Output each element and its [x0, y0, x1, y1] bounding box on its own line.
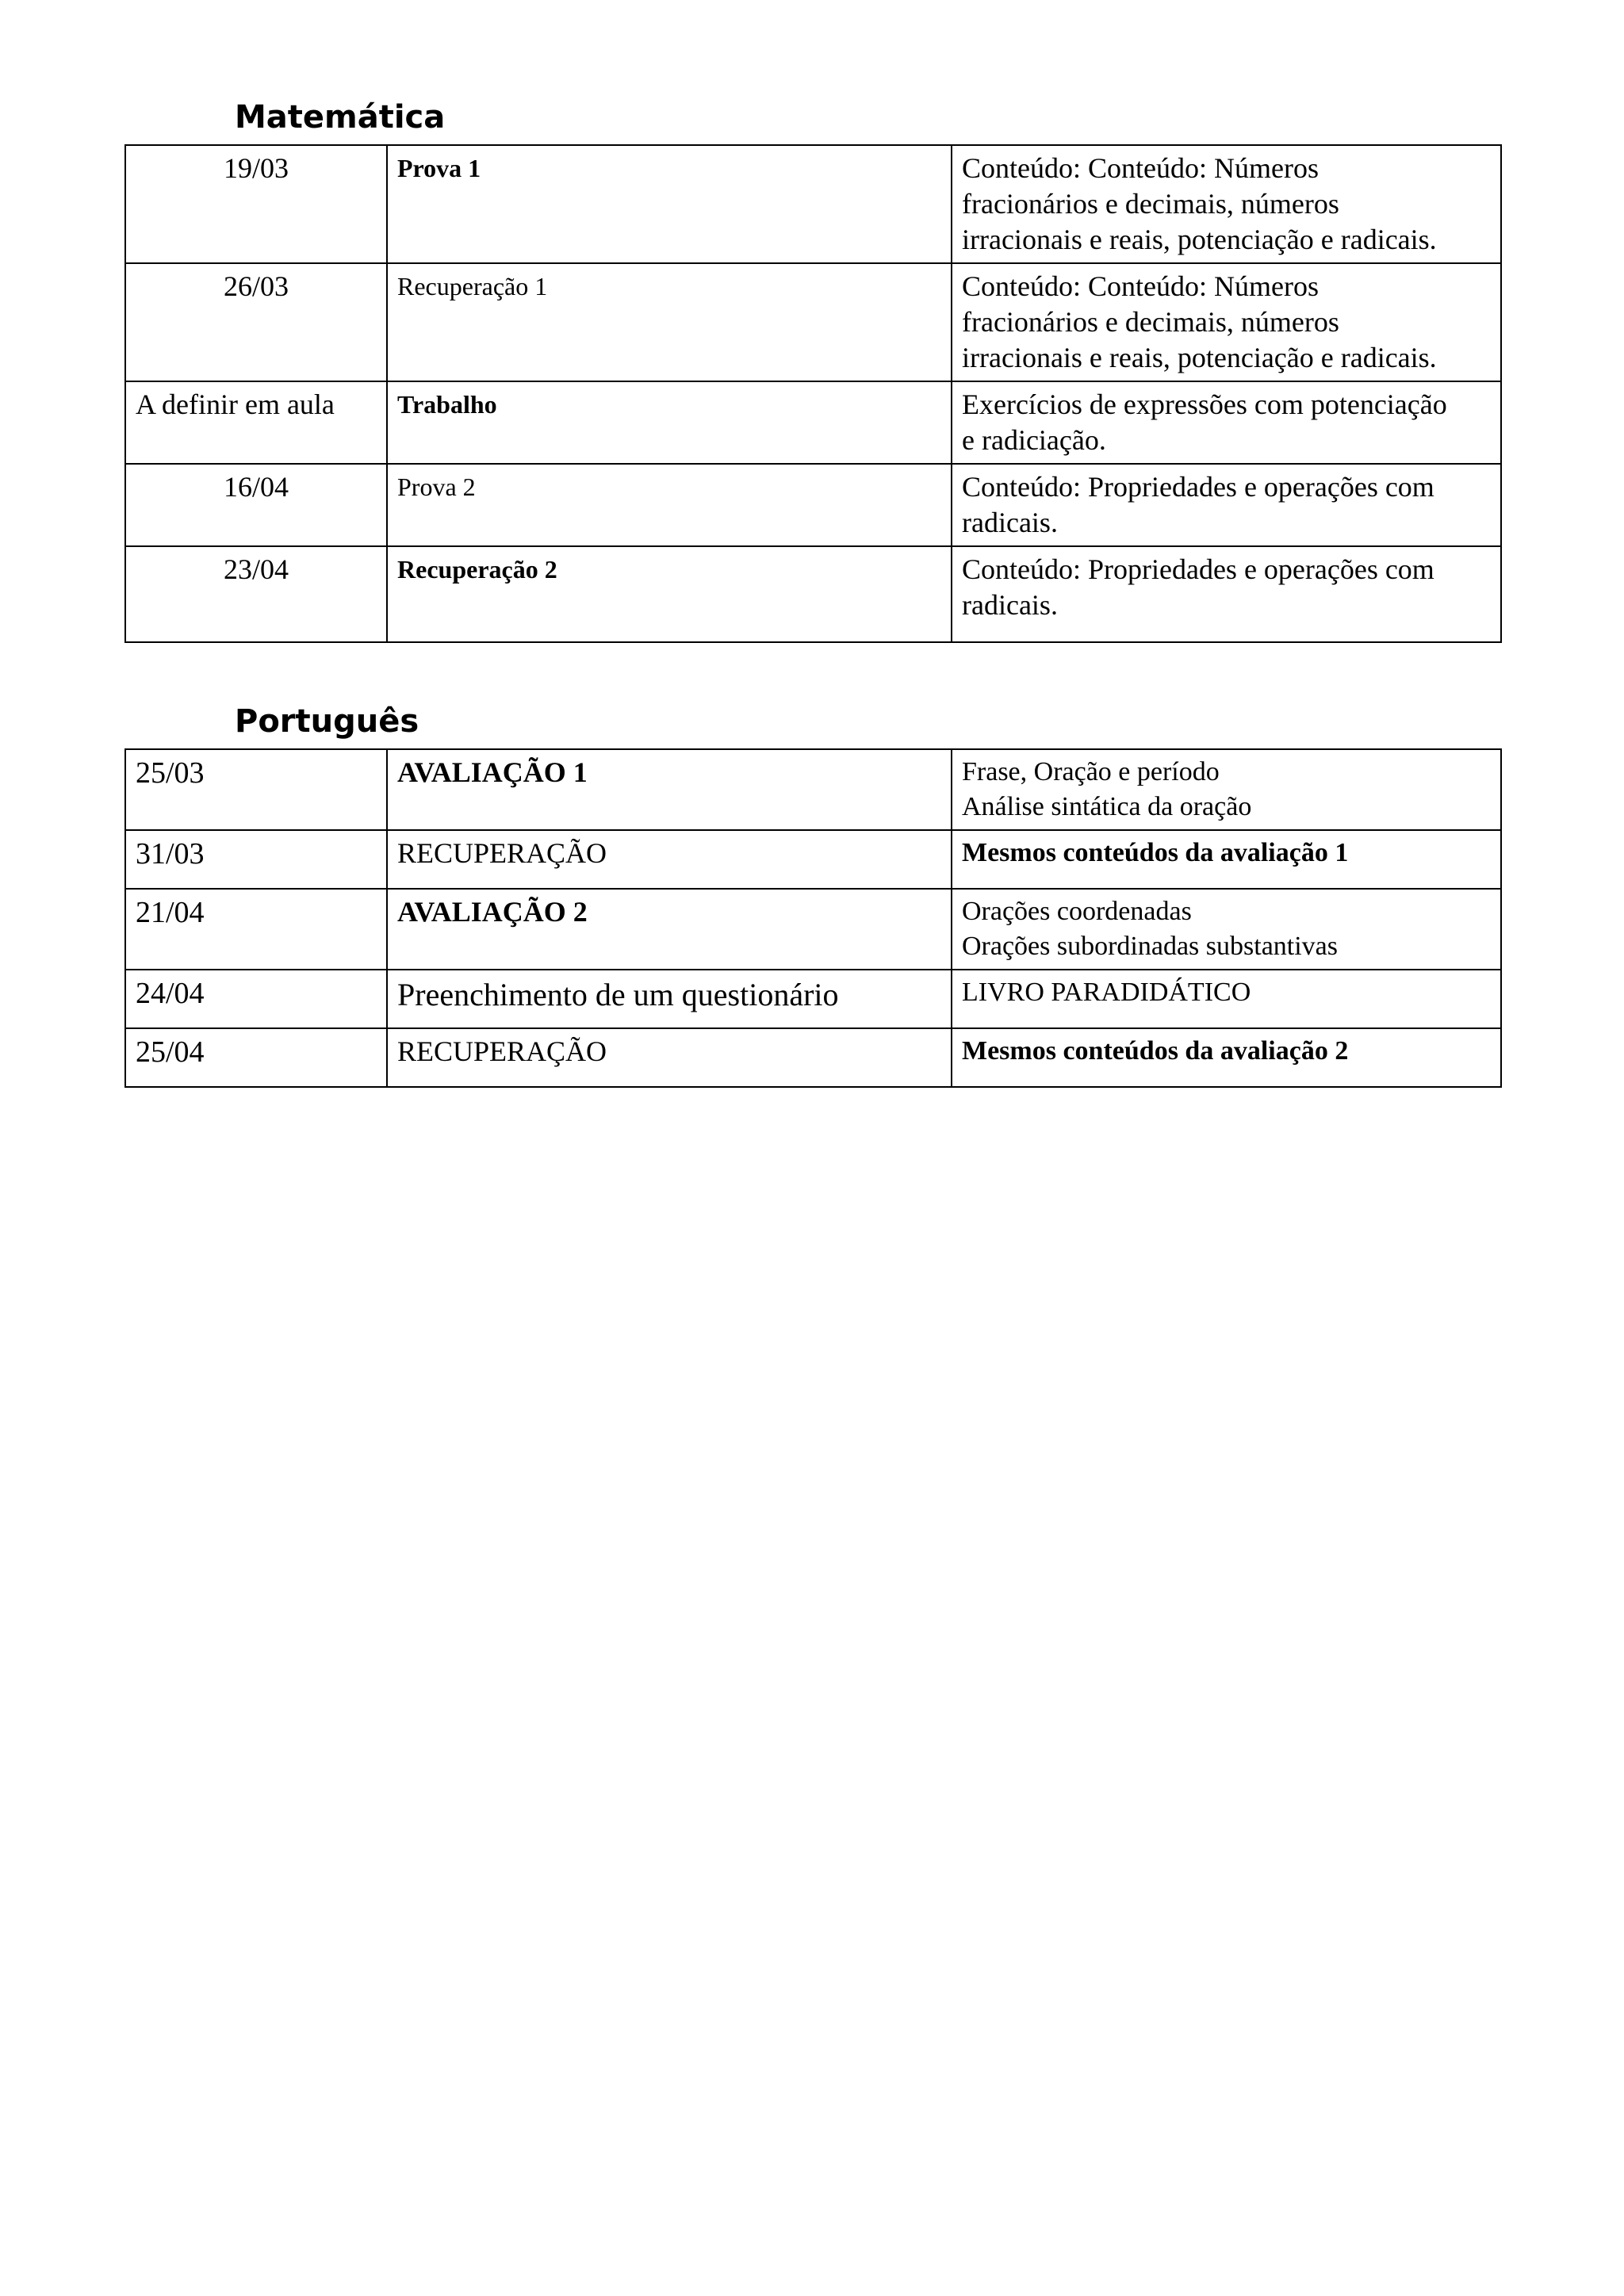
section-title-portugues: Português [235, 703, 419, 740]
content-line: irracionais e reais, potenciação e radicais. [962, 224, 1437, 255]
content-line: Frase, Oração e período [962, 757, 1220, 786]
content-cell [952, 749, 1501, 830]
table-row [125, 464, 1501, 546]
table-row [125, 145, 1501, 263]
content-line: Conteúdo: Conteúdo: Números [962, 152, 1319, 184]
date-cell: A definir em aula [125, 381, 387, 464]
table-row [125, 889, 1501, 970]
content-line: LIVRO PARADIDÁTICO [962, 978, 1251, 1007]
table-row [125, 749, 1501, 830]
date-cell: 19/03 [125, 145, 387, 263]
content-line: Exercícios de expressões com potenciação [962, 388, 1447, 420]
content-line: fracionários e decimais, números [962, 306, 1339, 338]
content-line: Orações subordinadas substantivas [962, 932, 1339, 961]
content-line: Mesmos conteúdos da avaliação 1 [962, 838, 1349, 867]
content-line: fracionários e decimais, números [962, 188, 1339, 220]
table-row [125, 830, 1501, 889]
content-cell [952, 889, 1501, 970]
content-line: radicais. [962, 507, 1058, 538]
content-line: Conteúdo: Propriedades e operações com [962, 471, 1434, 503]
activity-cell: Preenchimento de um questionário [387, 970, 952, 1028]
content-cell [952, 830, 1501, 889]
activity-cell: Trabalho [387, 381, 952, 464]
content-cell [952, 263, 1501, 381]
content-line: Conteúdo: Propriedades e operações com [962, 553, 1434, 585]
activity-cell: Recuperação 2 [387, 546, 952, 642]
content-cell [952, 1028, 1501, 1087]
activity-cell: AVALIAÇÃO 2 [387, 889, 952, 970]
date-cell: 24/04 [125, 970, 387, 1028]
activity-cell: RECUPERAÇÃO [387, 1028, 952, 1087]
activity-cell: RECUPERAÇÃO [387, 830, 952, 889]
date-cell: 23/04 [125, 546, 387, 642]
content-line: Mesmos conteúdos da avaliação 2 [962, 1036, 1349, 1066]
table-row [125, 970, 1501, 1028]
content-line: Conteúdo: Conteúdo: Números [962, 270, 1319, 302]
table-row [125, 381, 1501, 464]
content-cell [952, 970, 1501, 1028]
section-title-matematica: Matemática [235, 99, 446, 136]
content-cell [952, 464, 1501, 546]
date-cell: 16/04 [125, 464, 387, 546]
activity-cell: Recuperação 1 [387, 263, 952, 381]
activity-cell: AVALIAÇÃO 1 [387, 749, 952, 830]
date-cell: 31/03 [125, 830, 387, 889]
portugues-schedule-table [124, 748, 1502, 1088]
date-cell: 21/04 [125, 889, 387, 970]
activity-cell: Prova 1 [387, 145, 952, 263]
date-cell: 25/04 [125, 1028, 387, 1087]
matematica-schedule-table [124, 144, 1502, 643]
content-cell [952, 546, 1501, 642]
date-cell: 26/03 [125, 263, 387, 381]
table-row [125, 546, 1501, 642]
content-line: Orações coordenadas [962, 897, 1192, 926]
date-cell: 25/03 [125, 749, 387, 830]
activity-cell: Prova 2 [387, 464, 952, 546]
table-row [125, 1028, 1501, 1087]
content-line: Análise sintática da oração [962, 792, 1252, 821]
content-cell [952, 145, 1501, 263]
table-row [125, 263, 1501, 381]
content-cell [952, 381, 1501, 464]
content-line: radicais. [962, 589, 1058, 621]
content-line: irracionais e reais, potenciação e radicais. [962, 342, 1437, 373]
content-line: e radiciação. [962, 424, 1106, 456]
